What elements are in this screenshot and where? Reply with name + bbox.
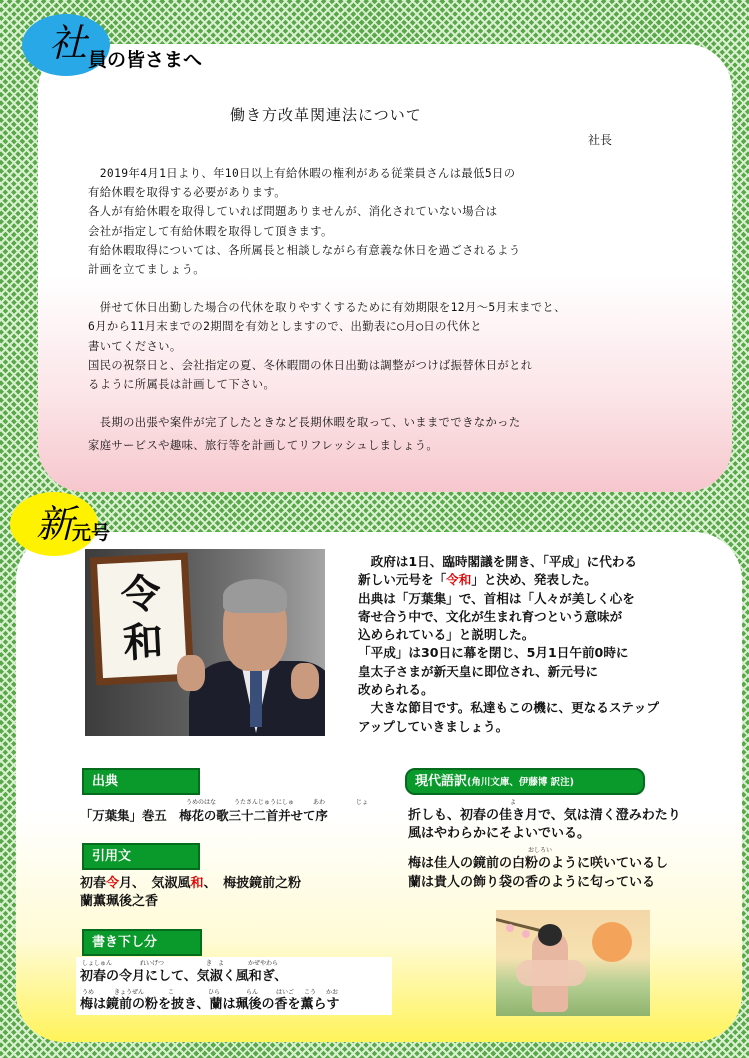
news-line: 込められている」と説明した。 [358, 627, 535, 643]
modern-translation-label: 現代語訳(角川文庫、伊藤博 訳注) [405, 768, 645, 795]
news-line: 「平成」は30日に幕を閉じ、5月1日午前0時に [358, 645, 629, 661]
notice-line: 併せて休日出勤した場合の代休を取りやすくするために有効期限を12月～5月末までと、 [88, 301, 566, 315]
board-character: 和 [122, 617, 165, 667]
notice-line: 国民の祝祭日と、会社指定の夏、冬休暇間の休日出勤は調整がつけば振替休日がとれ [88, 358, 533, 372]
painting-blossom [522, 930, 530, 938]
ruby-text: はいご [276, 989, 295, 996]
era-news-text [358, 553, 718, 736]
announcement-photo [85, 549, 325, 736]
notice-line: 各人が有給休暇を取得していれば問題ありませんが、消化されていない場合は [88, 205, 498, 219]
translation-line: 折しも、初春の佳き月で、気は清く澄みわたり [408, 808, 681, 823]
notice-title: 働き方改革関連法について [230, 106, 422, 124]
news-line: 大きな節目です。私達もこの機に、更なるステップ [358, 700, 659, 716]
badge-initial-sha: 社 [49, 21, 88, 65]
translation-credit: (角川文庫、伊藤博 訳注) [467, 777, 575, 788]
quote-label: 引用文 [82, 843, 200, 870]
ruby-text: かぜやわら [248, 960, 279, 967]
ruby-text: うたさんじゅうにしゅ [234, 799, 295, 806]
speaker-hand-right [291, 663, 319, 699]
news-line: アップしていきましょう。 [358, 718, 509, 734]
news-line: 政府は1日、臨時閣議を開き、「平成」に代わる [358, 554, 638, 569]
section-heading-new-era: 元号 [72, 522, 111, 544]
ruby-text: き よ [206, 960, 225, 967]
painting-lady-hair [538, 924, 562, 946]
notice-line: 計画を立てましょう。 [88, 263, 205, 277]
painting-lady-sleeve [516, 960, 586, 986]
notice-line: 有給休暇取得については、各所属長と相談しながら有意義な休日を過ごされるよう [88, 243, 521, 257]
source-label: 出典 [82, 768, 200, 795]
ruby-text: うめのはな [186, 799, 217, 806]
notice-line: 有給休暇を取得する必要があります。 [88, 186, 286, 200]
translation-line: 風はやわらかにそよいでいる。 [408, 826, 591, 841]
notice-line: 6月から11月末までの2期間を有効としますので、出勤表に◯月◯日の代休と [88, 320, 482, 334]
ruby-text: らん [246, 989, 259, 996]
news-line: 出典は「万葉集」で、首相は「人々が美しく心を [358, 590, 635, 606]
ruby-text: じょ [356, 799, 369, 806]
notice-paragraph-2 [88, 298, 668, 394]
ruby-text: しょしゅん [82, 960, 113, 967]
kakikudashi-line-2: 梅は鏡前の粉を披き、蘭は珮後の香を薫らす [80, 997, 340, 1012]
speaker-hair [223, 579, 287, 613]
translation-line: 梅は佳人の鏡前の白粉のように咲いているし [408, 856, 669, 871]
plum-blossom-painting [496, 910, 650, 1016]
news-line: 皇太子さまが新天皇に即位され、新元号に [358, 663, 599, 679]
notice-line: 会社が指定して有給休暇を取得して頂きます。 [88, 224, 333, 238]
quote-line-1: 初春令月、 気淑風和、 梅披鏡前之粉 [80, 876, 302, 891]
notice-line: るように所属長は計画して下さい。 [88, 378, 276, 392]
notice-line: 長期の出張や案件が完了したときなど長期休暇を取って、いままでできなかった [88, 416, 521, 430]
ruby-text: よ [510, 799, 517, 806]
quote-line-2: 蘭薫珮後之香 [80, 894, 159, 909]
kakikudashi-line-1: 初春の令月にして、気淑く風和ぎ、 [80, 969, 288, 984]
speaker-tie [250, 671, 262, 727]
notice-author: 社長 [588, 133, 613, 147]
news-line: 改められる。 [358, 682, 434, 698]
ruby-text: こ [168, 989, 175, 996]
ruby-text: おしろい [528, 847, 553, 854]
speaker-hand-left [177, 655, 205, 691]
notice-paragraph-3 [88, 413, 668, 455]
ruby-text: かお [326, 989, 339, 996]
translation-line: 蘭は貴人の飾り袋の香のように匂っている [408, 875, 656, 890]
board-character: 令 [119, 570, 162, 620]
notice-body [88, 164, 668, 456]
quote-highlight-wa: 和 [190, 876, 204, 891]
ruby-text: きょうぜん [114, 989, 145, 996]
era-name-highlight: 令和 [446, 572, 472, 588]
news-line: 新しい元号を「令和」と決め、発表した。 [358, 572, 597, 588]
section-heading-employees: 員の皆さまへ [88, 49, 203, 71]
ruby-text: うめ [82, 989, 95, 996]
ruby-text: れいげつ [140, 960, 165, 967]
notice-line: 書いてください。 [88, 339, 182, 353]
notice-paragraph-1 [88, 164, 668, 279]
kakikudashi-label: 書き下し分 [82, 929, 202, 956]
source-text: 「万葉集」巻五 梅花の歌三十二首并せて序 [80, 808, 328, 823]
quote-highlight-rei: 令 [106, 876, 120, 891]
news-line: 寄せ合う中で、文化が生まれ育つという意味が [358, 608, 623, 624]
painting-blossom [506, 924, 514, 932]
ruby-text: こう [304, 989, 317, 996]
notice-line: 家庭サービスや趣味、旅行等を計画してリフレッシュしましょう。 [88, 439, 439, 453]
notice-line: 2019年4月1日より、年10日以上有給休暇の権利がある従業員さんは最低5日の [88, 167, 516, 180]
ruby-text: ひら [208, 989, 221, 996]
badge-initial-shin: 新 [36, 502, 75, 546]
ruby-text: あわ [313, 799, 326, 806]
painting-sun [592, 922, 632, 962]
